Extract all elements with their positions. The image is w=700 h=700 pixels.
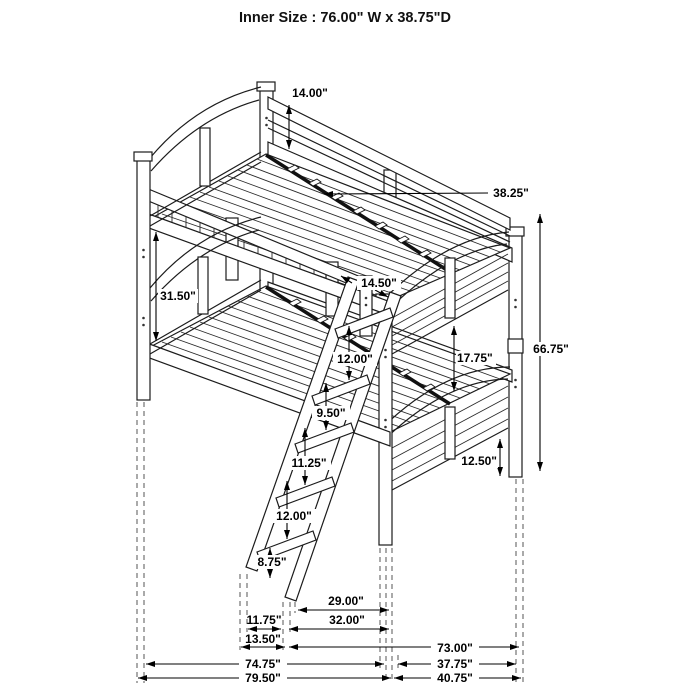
inner-size-title: Inner Size : 76.00" W x 38.75"D xyxy=(238,10,452,26)
dim-foot-bunk-spacing-label: 17.75" xyxy=(457,351,493,365)
post-near-head xyxy=(134,152,152,400)
dim-headboard-guard-height-label: 14.00" xyxy=(292,86,328,100)
dim-ladder-outer-width-label: 13.50" xyxy=(245,632,281,646)
footboard-divider-top xyxy=(445,258,455,318)
dim-footboard-floor-clearance-label: 12.50" xyxy=(461,454,497,468)
dim-length-outer-label: 79.50" xyxy=(245,671,281,685)
footboard-divider-lower xyxy=(445,407,455,459)
dim-ladder-gap-2-label: 9.50" xyxy=(316,406,346,420)
dim-ladder-gap-5-label: 8.75" xyxy=(257,555,287,569)
dim-ladder-base-offset-label: 32.00" xyxy=(329,613,365,627)
dim-metal-rail-length-label: 38.25" xyxy=(493,186,529,200)
dim-ladder-gap-4-label: 12.00" xyxy=(276,509,312,523)
headboard-divider-lower xyxy=(198,257,208,314)
dim-overall-height-label: 66.75" xyxy=(533,342,569,356)
dim-ladder-gap-1-label: 12.00" xyxy=(337,352,373,366)
dim-ladder-inner-width-label: 11.75" xyxy=(246,613,282,627)
dim-ladder-foot-offset-label: 29.00" xyxy=(328,594,364,608)
dim-ladder-top-width-label: 14.50" xyxy=(361,276,397,290)
dim-width-outer-label: 40.75" xyxy=(437,671,473,685)
dim-width-inner-label: 37.75" xyxy=(437,657,473,671)
headboard-divider-top xyxy=(200,128,210,186)
dim-length-inner-label: 74.75" xyxy=(245,657,281,671)
rail-bracket xyxy=(508,339,523,353)
dim-head-bunk-spacing-label: 31.50" xyxy=(160,289,196,303)
dim-foot-span-label: 73.00" xyxy=(437,641,473,655)
dim-ladder-gap-3-label: 11.25" xyxy=(291,456,327,470)
